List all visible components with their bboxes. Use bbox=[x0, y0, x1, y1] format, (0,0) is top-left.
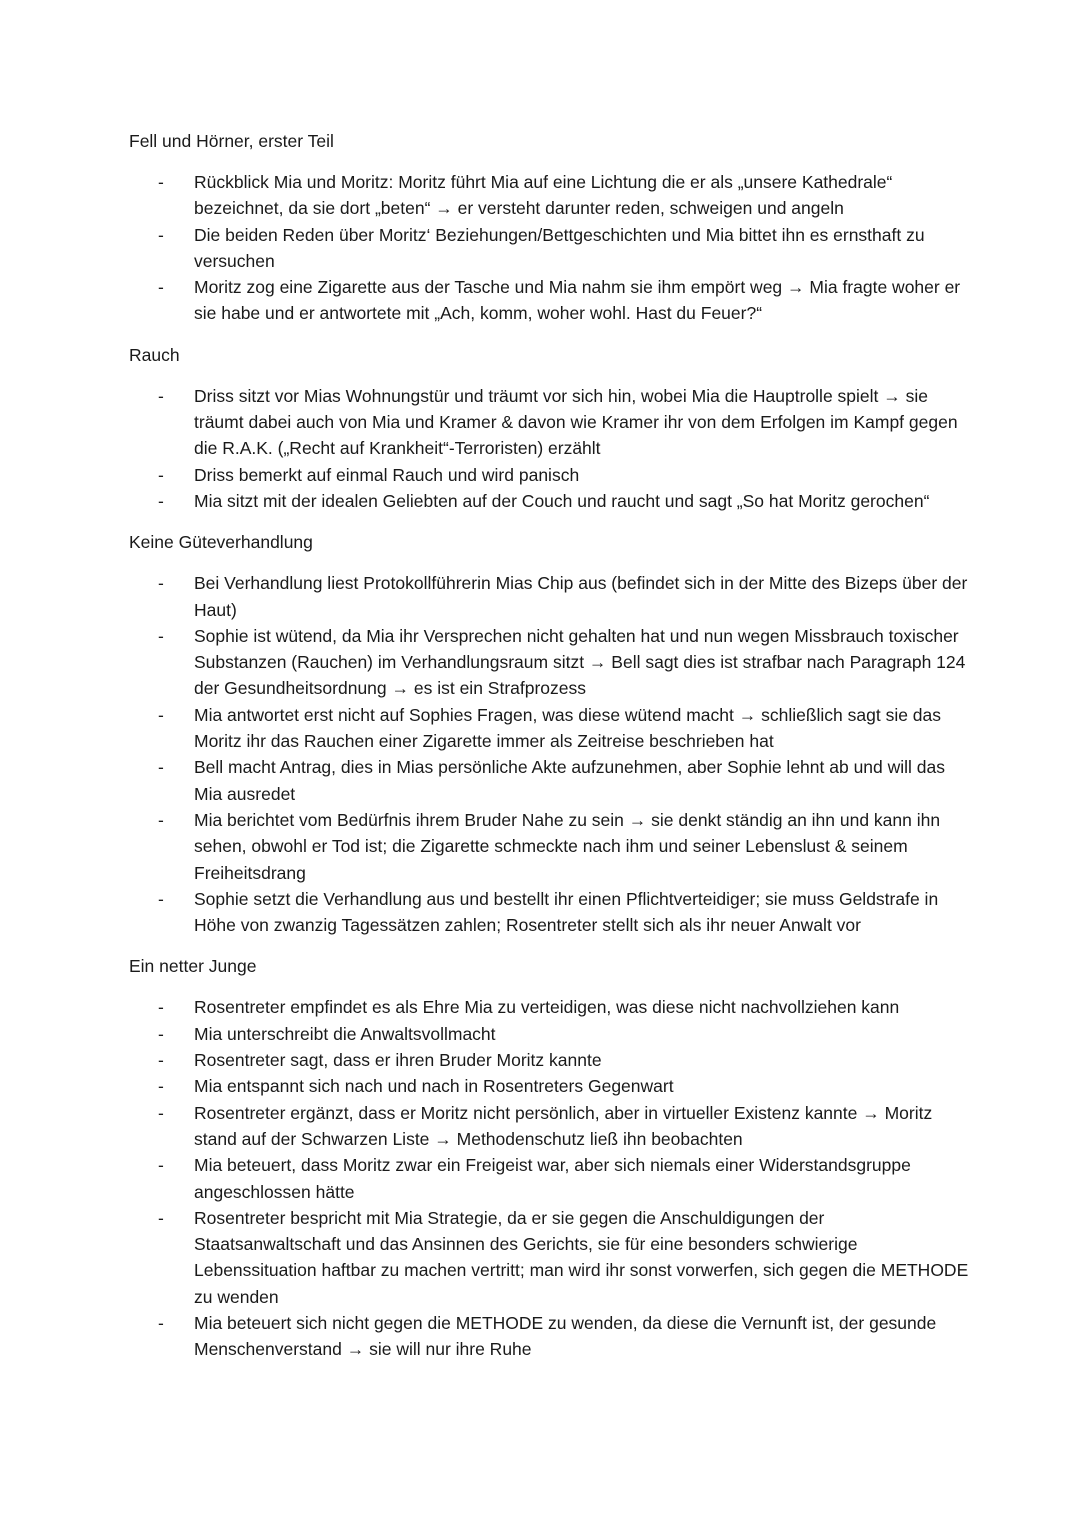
bullet-item bbox=[129, 807, 970, 886]
bullet-list bbox=[129, 570, 970, 938]
bullet-text: Rückblick Mia und Moritz: Moritz führt Mia auf eine Lichtung die er als „unsere Kathedrale“ bezeichnet, da sie dort „beten“ → er versteht darunter reden, schweigen und angeln bbox=[194, 172, 893, 219]
bullet-dash: - bbox=[158, 1207, 164, 1228]
bullet-item bbox=[129, 994, 970, 1020]
bullet-item bbox=[129, 222, 970, 275]
bullet-item bbox=[129, 1100, 970, 1153]
section-heading: Rauch bbox=[129, 344, 180, 365]
bullet-item bbox=[129, 886, 970, 939]
section-keine-gueteverhandlung bbox=[129, 529, 970, 938]
bullet-text: Mia berichtet vom Bedürfnis ihrem Bruder Nahe zu sein → sie denkt ständig an ihn und kann ihn sehen, obwohl er Tod ist; die Zigarette schmeckte nach ihm und seiner Lebenslust & seinem Freiheitsdrang bbox=[194, 809, 941, 883]
bullet-text: Driss bemerkt auf einmal Rauch und wird panisch bbox=[194, 464, 580, 485]
bullet-text: Bell macht Antrag, dies in Mias persönliche Akte aufzunehmen, aber Sophie lehnt ab und will das Mia ausredet bbox=[194, 757, 946, 804]
bullet-list bbox=[129, 383, 970, 514]
bullet-dash: - bbox=[158, 1312, 164, 1333]
section-heading: Fell und Hörner, erster Teil bbox=[129, 131, 334, 151]
bullet-item bbox=[129, 274, 970, 327]
bullet-dash: - bbox=[158, 172, 164, 192]
bullet-text: Rosentreter sagt, dass er ihren Bruder Moritz kannte bbox=[194, 1050, 602, 1071]
bullet-item bbox=[129, 702, 970, 755]
bullet-item bbox=[129, 570, 970, 623]
bullet-dash: - bbox=[158, 385, 164, 406]
bullet-text: Bei Verhandlung liest Protokollführerin Mias Chip aus (befindet sich in der Mitte des Bizeps über der Haut) bbox=[194, 573, 968, 620]
bullet-item bbox=[129, 462, 970, 488]
bullet-dash: - bbox=[158, 809, 164, 830]
bullet-text: Sophie setzt die Verhandlung aus und bestellt ihr einen Pflichtverteidiger; sie muss Geldstrafe in Höhe von zwanzig Tagessätzen zahlen; Rosentreter stellt sich als ihr neuer Anwalt vor bbox=[194, 888, 939, 936]
bullet-text: Mia antwortet erst nicht auf Sophies Fragen, was diese wütend macht → schließlich sagt sie das Moritz ihr das Rauchen einer Zigarette immer als Zeitreise beschrieben hat bbox=[194, 704, 942, 752]
bullet-item bbox=[129, 1310, 970, 1363]
bullet-text: Mia entspannt sich nach und nach in Rosentreters Gegenwart bbox=[194, 1076, 674, 1097]
bullet-dash: - bbox=[158, 464, 164, 485]
bullet-dash: - bbox=[158, 1155, 164, 1176]
bullet-dash: - bbox=[158, 1050, 164, 1071]
bullet-dash: - bbox=[158, 704, 164, 725]
bullet-item bbox=[129, 1205, 970, 1310]
bullet-item bbox=[129, 169, 970, 222]
bullet-item bbox=[129, 754, 970, 807]
bullet-dash: - bbox=[158, 277, 164, 298]
bullet-text: Driss sitzt vor Mias Wohnungstür und träumt vor sich hin, wobei Mia die Hauptrolle spielt → sie träumt dabei auch von Mia und Kramer & davon wie Kramer ihr von dem Erfolgen im Kampf gegen die R.A.K. („Recht auf Krankheit“-Terroristen) erzählt bbox=[194, 385, 958, 459]
bullet-dash: - bbox=[158, 888, 164, 909]
bullet-dash: - bbox=[158, 997, 164, 1018]
bullet-dash: - bbox=[158, 224, 164, 245]
bullet-dash: - bbox=[158, 1023, 164, 1044]
bullet-list bbox=[129, 994, 970, 1362]
bullet-item bbox=[129, 1152, 970, 1205]
section-heading: Keine Güteverhandlung bbox=[129, 532, 313, 553]
bullet-dash: - bbox=[158, 625, 164, 646]
bullet-dash: - bbox=[158, 757, 164, 778]
bullet-text: Sophie ist wütend, da Mia ihr Versprechen nicht gehalten hat und nun wegen Missbrauch toxischer Substanzen (Rauchen) im Verhandlungsraum sitzt → Bell sagt dies ist strafbar nach Paragraph 124 der Gesundheitsordnung → es ist ein Strafprozess bbox=[194, 625, 966, 699]
bullet-item bbox=[129, 1073, 970, 1099]
bullet-list bbox=[129, 169, 970, 327]
section-heading: Ein netter Junge bbox=[129, 956, 257, 977]
bullet-text: Mia unterschreibt die Anwaltsvollmacht bbox=[194, 1023, 496, 1044]
bullet-text: Moritz zog eine Zigarette aus der Tasche und Mia nahm sie ihm empört weg → Mia fragte woher er sie habe und er antwortete mit „Ach, komm, woher wohl. Hast du Feuer?“ bbox=[194, 277, 961, 324]
bullet-text: Rosentreter ergänzt, dass er Moritz nicht persönlich, aber in virtueller Existenz kannte → Moritz stand auf der Schwarzen Liste → Methodenschutz ließ ihn beobachten bbox=[194, 1102, 933, 1149]
bullet-text: Mia beteuert sich nicht gegen die METHODE zu wenden, da diese die Vernunft ist, der gesunde Menschenverstand → sie will nur ihre Ruhe bbox=[194, 1312, 937, 1360]
bullet-dash: - bbox=[158, 490, 164, 511]
bullet-text: Mia sitzt mit der idealen Geliebten auf der Couch und raucht und sagt „So hat Moritz gerochen“ bbox=[194, 490, 930, 511]
bullet-text: Die beiden Reden über Moritz‘ Beziehungen/Bettgeschichten und Mia bittet ihn es ernsthaft zu versuchen bbox=[194, 224, 925, 271]
section-fell-und-hoerner bbox=[129, 128, 970, 327]
bullet-text: Rosentreter bespricht mit Mia Strategie, da er sie gegen die Anschuldigungen der Staatsanwaltschaft und das Ansinnen des Gerichts, sie für eine besonders schwierige Lebenssituation haftbar zu machen vertritt; man wird ihr sonst vorwerfen, sich gegen die METHODE zu wenden bbox=[194, 1207, 969, 1307]
bullet-item bbox=[129, 1047, 970, 1073]
bullet-item bbox=[129, 1021, 970, 1047]
bullet-item bbox=[129, 488, 970, 514]
bullet-item bbox=[129, 383, 970, 462]
bullet-item bbox=[129, 623, 970, 702]
section-ein-netter-junge bbox=[129, 953, 970, 1362]
bullet-dash: - bbox=[158, 1102, 164, 1123]
bullet-dash: - bbox=[158, 1076, 164, 1097]
bullet-text: Mia beteuert, dass Moritz zwar ein Freigeist war, aber sich niemals einer Widerstandsgruppe angeschlossen hätte bbox=[194, 1155, 911, 1202]
bullet-text: Rosentreter empfindet es als Ehre Mia zu verteidigen, was diese nicht nachvollziehen kann bbox=[194, 997, 900, 1018]
section-rauch bbox=[129, 342, 970, 514]
bullet-dash: - bbox=[158, 573, 164, 594]
